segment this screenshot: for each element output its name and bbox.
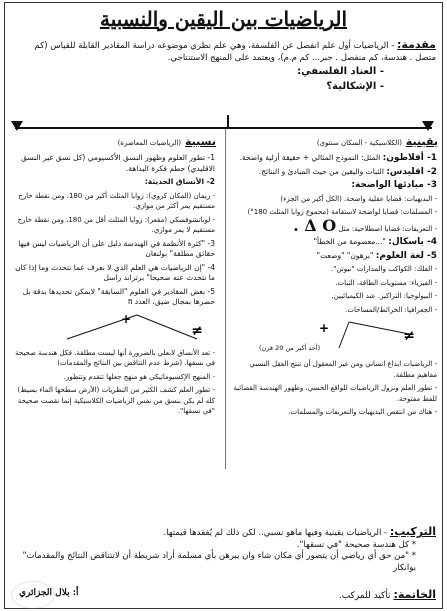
column-divider [225,129,226,469]
diagram-connector [227,115,229,127]
certainty-critique-3: - هناك من انتقص البديهيات والتعريفات والمسلمات. [288,408,437,416]
pascal-item: 4- باسكال: "...معصومة من الخطأ" [313,237,437,247]
relativity-column [7,133,219,420]
plato-item: 1- أفلاطون: المثل: النموذج المثالي + حقيقة أزلية واضحة. [239,153,437,163]
modern-systems-item: 2- الأنساق الحديثة: [144,177,215,186]
svg-text:+: + [318,321,329,335]
astronomy-item: - الفلك: الكواكب والمدارات "نيوتن". [331,265,437,273]
svg-text:≠: ≠ [403,328,415,344]
riemann-item: - ريمان (المكان كروي): زوايا المثلث أكبر من 180، ومن نقطة خارج مستقيم يمر أكثر من موازي. [18,191,215,210]
axioms-item: - البديهيات: قضايا عقلية واضحة. (الكل أكبر من الجزء) [280,194,437,203]
intro-paragraph: - الرياضيات أول علم انفصل عن الفلسفة، وهي علم نظري موضوعه دراسة المقادير القابلة للقياس (كم متصل . هندسة، كم منفصل . جبر... كم م.م)، ويعتمد على المنهج الاستنتاجي. [34,41,436,63]
russell-item: 4- "إن الرياضيات هي العلم الذي لا نعرف عما نتحدث وما إذا كان ما نتحدث عنه صحيحا" برتراند راسل [15,262,215,282]
biology-item: - البيولوجيا: التراكيز. عند الكيميائيين. [331,292,437,300]
geography-item: - الجغرافيا: الخرائط/المساحات. [345,305,437,314]
certainty-column [229,133,441,421]
certainty-critique-2: - تطور العلم ونزول الرياضيات للواقع الحسي، وظهور الهندسة القضائية للفظ مفتوحة. [233,384,437,403]
author-signature: أ: بلال الجزائري [19,588,79,598]
conclusion-label: الخاتمة: [393,588,436,601]
page-title: الرياضيات بين اليقين والنسبية [99,7,348,31]
left-arrow-icon [11,121,23,131]
document-page [4,2,443,609]
poincare-item: 3- "كثرة الأنظمة في الهندسة دليل على أن الرياضيات ليس فيها حقائق مطلقة" بولنغان [18,238,215,258]
certainty-critique-1: - الرياضيات ابداع انساني ومن غير المعقول أن تنتج العقل النسبي مفاهيم مطلقة. [249,360,437,379]
critique-note: (أحد أكبر من 20 قرن) [259,344,321,352]
diagram-bar [15,127,432,129]
relativity-critique-1: - تعد الأنساق لابعلي بالضرورة أنها ليست مطلقة. فكل هندسة صحيحة في نسقها. (شرط عدم التناقض بين النتائج والمقدمات) [15,348,215,367]
conclusion-text: تأكيد للمركب. [338,591,391,601]
euclid-item: 2- اقليدس: الثبات واليقين من حيث المبادئ و النتائج. [258,166,437,177]
lobachevsky-item: - لوباتشوفسكي (مقعر): زوايا المثلث أقل من 180، ومن نقطة خارج مستقيم لا يمر موازي. [17,215,215,234]
synthesis-section [11,526,436,574]
principles-item: 3- مبادئها الواضحة: [351,180,437,190]
critique-arrows-right [229,318,441,356]
definitions-item: - التعريفات: قضايا اصطلاحية: مثل Δ O . [293,215,437,235]
physics-item: - الفيزياء: مستويات الطاقة، الثبات. [335,278,437,287]
axiomatic-item: 1- تطور العلوم وظهور النسق الأكسيومي (كل نسق غير النسق الاقليدي) حطم فكرة البداهة. [21,153,215,173]
intro-label: مقدمة: [397,38,436,51]
critique-arrows-left [7,311,219,345]
postulates-item: - المسلمات: قضايا لواضحة لاستقامة (مجموع زوايا المثلث 180°) [247,208,437,216]
relativity-heading: نسبية (الرياضيات المعاصرة) [117,135,216,148]
geometry-symbols: Δ O . [293,215,337,235]
relativity-critique-2: - المنهج الإكسيوماتيكي هو منهج جعلها تتقدم وتتطور. [63,372,215,381]
svg-text:+: + [120,311,131,326]
synthesis-line-1: - الرياضيات يقينية وفيها ماهو نسبي.. لكن ذلك لم يُفقدها قيمتها. [163,528,388,538]
synthesis-line-2: * كل هندسة صحيحة "في نسقها". [296,539,416,550]
conclusion-section [339,588,436,601]
intro-question-2: - الإشكالية؟ [326,81,384,92]
branch-arrows-icon [7,311,219,345]
synthesis-label: التركيب: [389,525,436,538]
measurement-item: 5- بعض المقادير في العلوم "السابقة" لايمكن تحديدها بدقة بل حصرها بمجال ضيق، العدد π [22,286,215,306]
intro-section [11,39,436,94]
certainty-heading: يقينية (الكلاسيكية - السكان سنتوي) [316,135,438,148]
relativity-critique-3: - تطور العلم كشف الكثير من النظريات (الأرض سطحها الماء بسيط) كله لم يكن بنسق من نفس الرياضيات الكلاسيكية إنما نقصت صحيحة "في نسقها". [17,386,215,415]
svg-text:≠: ≠ [191,322,203,339]
intro-question-1: - العناد الفلسفي: [297,66,384,77]
synthesis-line-3: * "من حق أي رياضي أن يتصور أي مكان شاء وان يبرهن بأي مسلمة أراد شريطة أن لاتتناقض النتائج والمقدمات" بوانكار [22,551,416,573]
language-item: 5- لغة العلوم: "برهون" "وضعت" [316,250,437,261]
right-arrow-icon [422,121,434,131]
